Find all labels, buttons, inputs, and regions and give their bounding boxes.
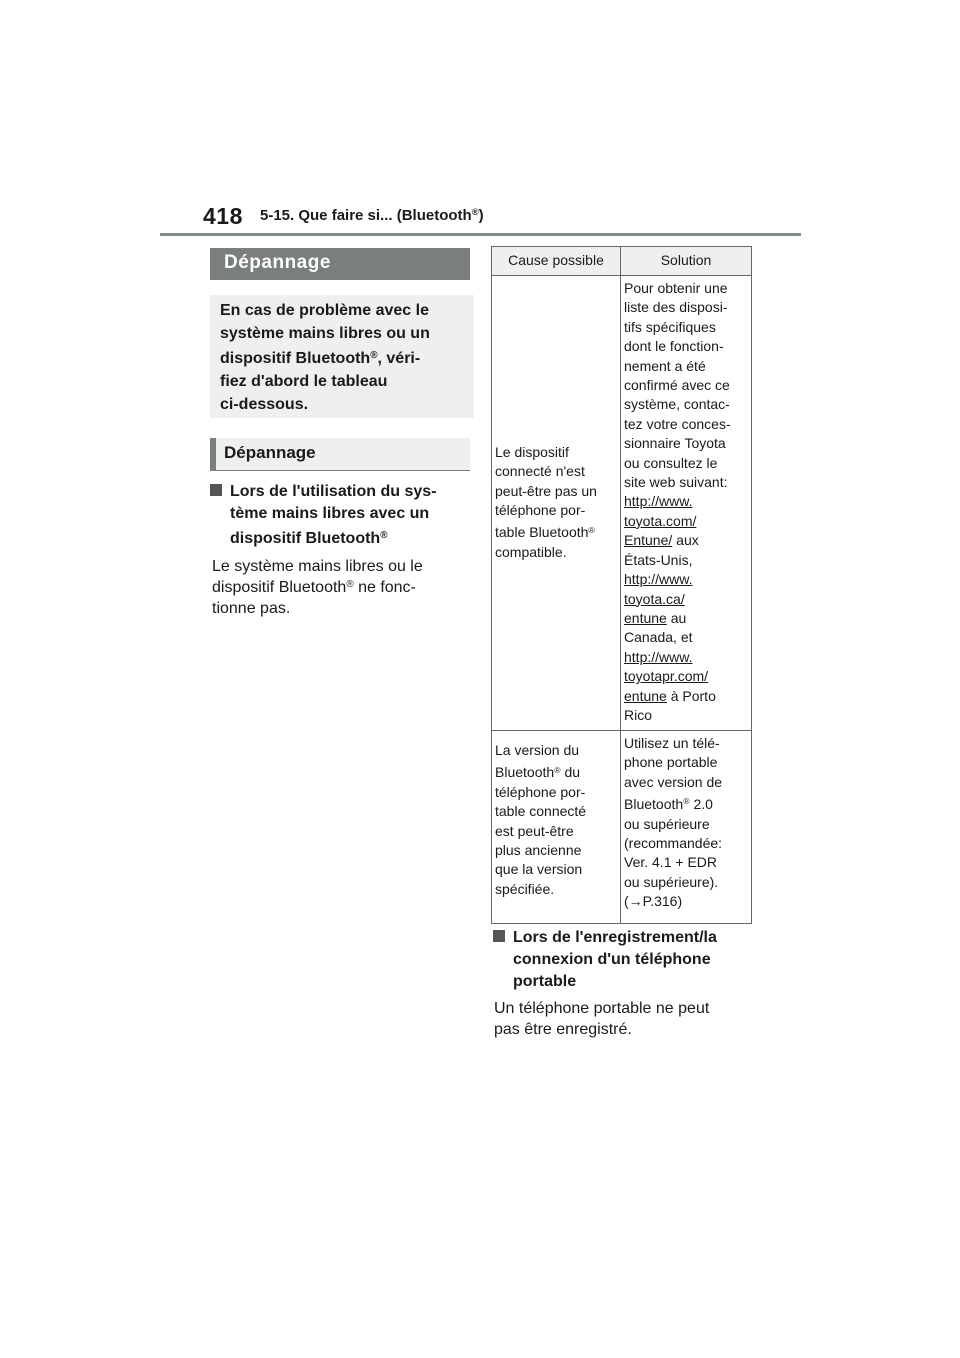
cause-cell xyxy=(492,276,621,731)
topic-line xyxy=(210,481,472,503)
cell-line: La version du xyxy=(495,742,580,758)
topic-line: tème mains libres avec un xyxy=(230,505,430,522)
registered-mark: ® xyxy=(346,578,354,590)
section-title xyxy=(260,207,484,224)
toyota-pr-link[interactable]: http://www. xyxy=(624,648,693,665)
topic-line: portable xyxy=(513,973,577,990)
solution-cell xyxy=(621,276,752,731)
cell-line xyxy=(624,512,748,531)
registered-mark: ® xyxy=(370,349,378,361)
section-banner: Dépannage xyxy=(210,248,470,280)
body-text xyxy=(212,556,472,619)
cell-line: confirmé avec ce xyxy=(624,377,730,394)
toyota-us-link[interactable]: http://www. xyxy=(624,493,693,510)
cell-line xyxy=(624,570,748,589)
topic-line xyxy=(210,528,472,550)
cell-text: Bluetooth xyxy=(495,764,555,781)
topic-line: connexion d'un téléphone xyxy=(513,951,711,968)
toyota-us-link[interactable]: toyota.com/ xyxy=(624,512,697,529)
cell-line: téléphone por- xyxy=(495,783,586,800)
toyota-pr-link[interactable]: toyotapr.com/ xyxy=(624,668,709,685)
cause-cell xyxy=(492,731,621,924)
body-text xyxy=(494,998,754,1040)
cell-line: ou supérieure). xyxy=(624,873,719,890)
cell-text: à Porto xyxy=(666,687,716,704)
cell-text: aux xyxy=(672,532,699,549)
cell-line: spécifiée. xyxy=(495,880,555,897)
registered-mark: ® xyxy=(380,529,388,541)
cell-line xyxy=(624,492,748,511)
column-header-solution: Solution xyxy=(621,247,752,276)
info-line: ci-dessous. xyxy=(220,396,309,413)
body-line: Le système mains libres ou le xyxy=(212,558,423,575)
solution-cell xyxy=(621,731,752,924)
info-box xyxy=(210,295,474,418)
cell-line: compatible. xyxy=(495,543,567,560)
topic-line xyxy=(493,927,755,949)
cell-line xyxy=(495,763,617,782)
cell-line: système, contac- xyxy=(624,396,730,413)
topic-text: dispositif Bluetooth xyxy=(230,530,381,547)
cell-line xyxy=(624,795,748,814)
cell-line: ou consultez le xyxy=(624,454,718,471)
troubleshooting-table xyxy=(491,246,752,924)
registered-mark: ® xyxy=(683,796,690,807)
cell-line: Rico xyxy=(624,706,653,723)
cell-line: avec version de xyxy=(624,773,723,790)
registered-mark: ® xyxy=(471,206,479,217)
square-bullet-icon xyxy=(493,930,505,942)
cell-line: nement a été xyxy=(624,357,706,374)
cell-line: dont le fonction- xyxy=(624,338,724,355)
body-text-part: ne fonc- xyxy=(353,579,416,596)
cell-line: liste des disposi- xyxy=(624,299,728,316)
column-header-cause: Cause possible xyxy=(492,247,621,276)
body-line: pas être enregistré. xyxy=(494,1021,632,1038)
page-reference[interactable]: (→P.316) xyxy=(624,893,683,910)
cell-line: phone portable xyxy=(624,754,718,771)
cell-line: plus ancienne xyxy=(495,842,582,859)
section-title-text: 5-15. Que faire si... (Bluetooth xyxy=(260,207,472,224)
section-title-end: ) xyxy=(478,207,484,224)
cell-line xyxy=(495,523,617,542)
toyota-ca-link[interactable]: toyota.ca/ xyxy=(624,590,685,607)
cell-line: téléphone por- xyxy=(495,502,586,518)
toyota-us-link[interactable]: Entune/ xyxy=(624,532,673,549)
cell-line xyxy=(624,609,748,628)
cell-line: tez votre conces- xyxy=(624,415,731,432)
cell-line xyxy=(624,590,748,609)
cell-line: connecté n'est xyxy=(495,463,585,480)
table-header-row xyxy=(492,247,752,276)
toyota-pr-link[interactable]: entune xyxy=(624,687,667,704)
cell-line: ou supérieure xyxy=(624,815,710,832)
cell-line xyxy=(624,667,748,686)
cell-line: Pour obtenir une xyxy=(624,280,728,296)
body-line xyxy=(212,577,472,598)
subheading: Dépannage xyxy=(210,438,470,471)
info-line: En cas de problème avec le xyxy=(220,302,429,319)
page-number: 418 xyxy=(203,203,243,229)
cell-line xyxy=(624,687,748,706)
topic-text: Lors de l'utilisation du sys- xyxy=(230,483,437,500)
cell-line: Canada, et xyxy=(624,629,693,646)
cell-line: (recommandée: xyxy=(624,835,723,852)
cell-text: Bluetooth xyxy=(624,796,684,813)
toyota-ca-link[interactable]: entune xyxy=(624,609,667,626)
topic-heading xyxy=(210,481,472,550)
info-line xyxy=(220,347,464,370)
cell-line: site web suivant: xyxy=(624,474,728,491)
header-rule xyxy=(160,233,801,236)
cell-text: 2.0 xyxy=(689,796,713,813)
cell-line xyxy=(624,531,748,550)
registered-mark: ® xyxy=(554,764,561,775)
body-line: Un téléphone portable ne peut xyxy=(494,1000,710,1017)
cell-line: Ver. 4.1 + EDR xyxy=(624,854,717,871)
table-row xyxy=(492,276,752,731)
cell-text: du xyxy=(560,764,581,781)
cell-text: au xyxy=(666,609,687,626)
cell-line: États-Unis, xyxy=(624,551,693,568)
cell-line: peut-être pas un xyxy=(495,482,597,499)
cell-line: sionnaire Toyota xyxy=(624,435,726,452)
topic-text: Lors de l'enregistrement/la xyxy=(513,929,717,946)
square-bullet-icon xyxy=(210,484,222,496)
toyota-ca-link[interactable]: http://www. xyxy=(624,571,693,588)
info-text: dispositif Bluetooth xyxy=(220,350,371,367)
cell-line: que la version xyxy=(495,861,583,878)
cell-line: est peut-être xyxy=(495,822,574,839)
info-line: système mains libres ou un xyxy=(220,325,430,342)
registered-mark: ® xyxy=(588,524,595,535)
cell-line: tifs spécifiques xyxy=(624,318,716,335)
table-row xyxy=(492,731,752,924)
cell-line xyxy=(624,648,748,667)
info-text: , véri- xyxy=(377,350,421,367)
cell-text: table Bluetooth xyxy=(495,524,589,541)
body-line: tionne pas. xyxy=(212,600,291,617)
topic-heading xyxy=(493,927,755,993)
cell-line: table connecté xyxy=(495,803,587,820)
body-text-part: dispositif Bluetooth xyxy=(212,579,347,596)
info-line: fiez d'abord le tableau xyxy=(220,373,388,390)
cell-line: Utilisez un télé- xyxy=(624,735,720,751)
cell-line: Le dispositif xyxy=(495,443,569,460)
